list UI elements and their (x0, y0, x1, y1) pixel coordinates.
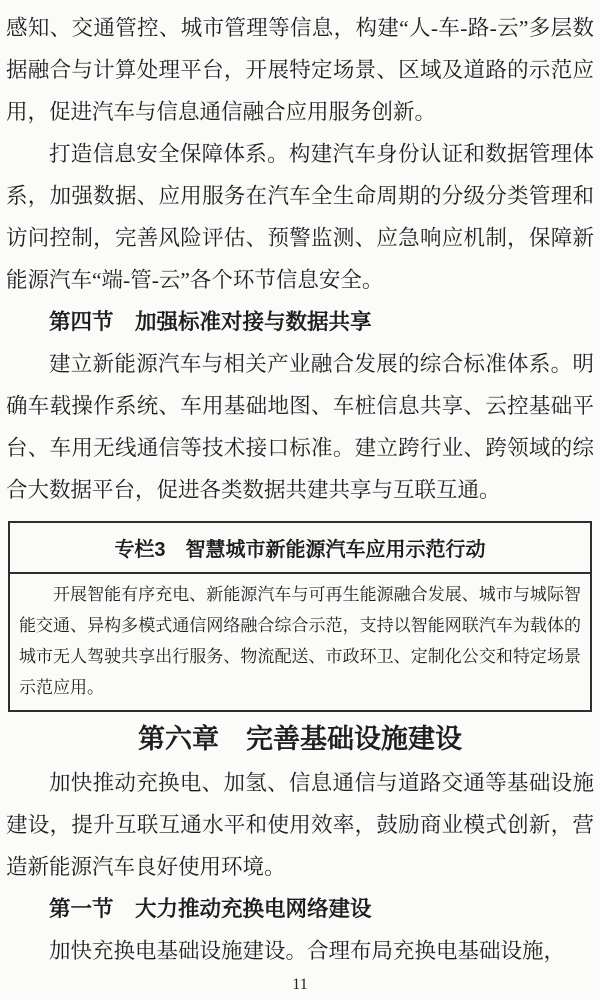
section-heading-standards: 第四节 加强标准对接与数据共享 (49, 310, 372, 334)
page-number: 11 (292, 976, 308, 993)
callout-box-title: 专栏3 智慧城市新能源汽车应用示范行动 (10, 523, 590, 574)
body-paragraph-security: 打造信息安全保障体系。构建汽车身份认证和数据管理体系，加强数据、应用服务在汽车全生命周期的分级分类管理和访问控制，完善风险评估、预警监测、应急响应机制，保障新能源汽车“端-管-云”各个环节信息安全。 (6, 142, 594, 292)
section-heading-charging-network: 第一节 大力推动充换电网络建设 (49, 897, 372, 921)
chapter-heading-infrastructure: 第六章 完善基础设施建设 (138, 724, 462, 754)
body-paragraph-continuation: 感知、交通管控、城市管理等信息，构建“人-车-路-云”多层数据融合与计算处理平台，开展特定场景、区域及道路的示范应用，促进汽车与信息通信融合应用服务创新。 (6, 16, 594, 124)
body-paragraph-standards: 建立新能源汽车与相关产业融合发展的综合标准体系。明确车载操作系统、车用基础地图、车桩信息共享、云控基础平台、车用无线通信等技术接口标准。建立跨行业、跨领域的综合大数据平台，促进各类数据共建共享与互联互通。 (6, 352, 594, 502)
callout-box (8, 521, 592, 712)
body-paragraph-charging: 加快充换电基础设施建设。合理布局充换电基础设施， (49, 939, 566, 963)
callout-box-body: 开展智能有序充电、新能源汽车与可再生能源融合发展、城市与城际智能交通、异构多模式通信网络融合综合示范，支持以智能网联汽车为载体的城市无人驾驶共享出行服务、物流配送、市政环卫、定制化公交和特定场景示范应用。 (19, 585, 581, 697)
body-paragraph-infrastructure: 加快推动充换电、加氢、信息通信与道路交通等基础设施建设，提升互联互通水平和使用效率，鼓励商业模式创新，营造新能源汽车良好使用环境。 (6, 771, 594, 879)
